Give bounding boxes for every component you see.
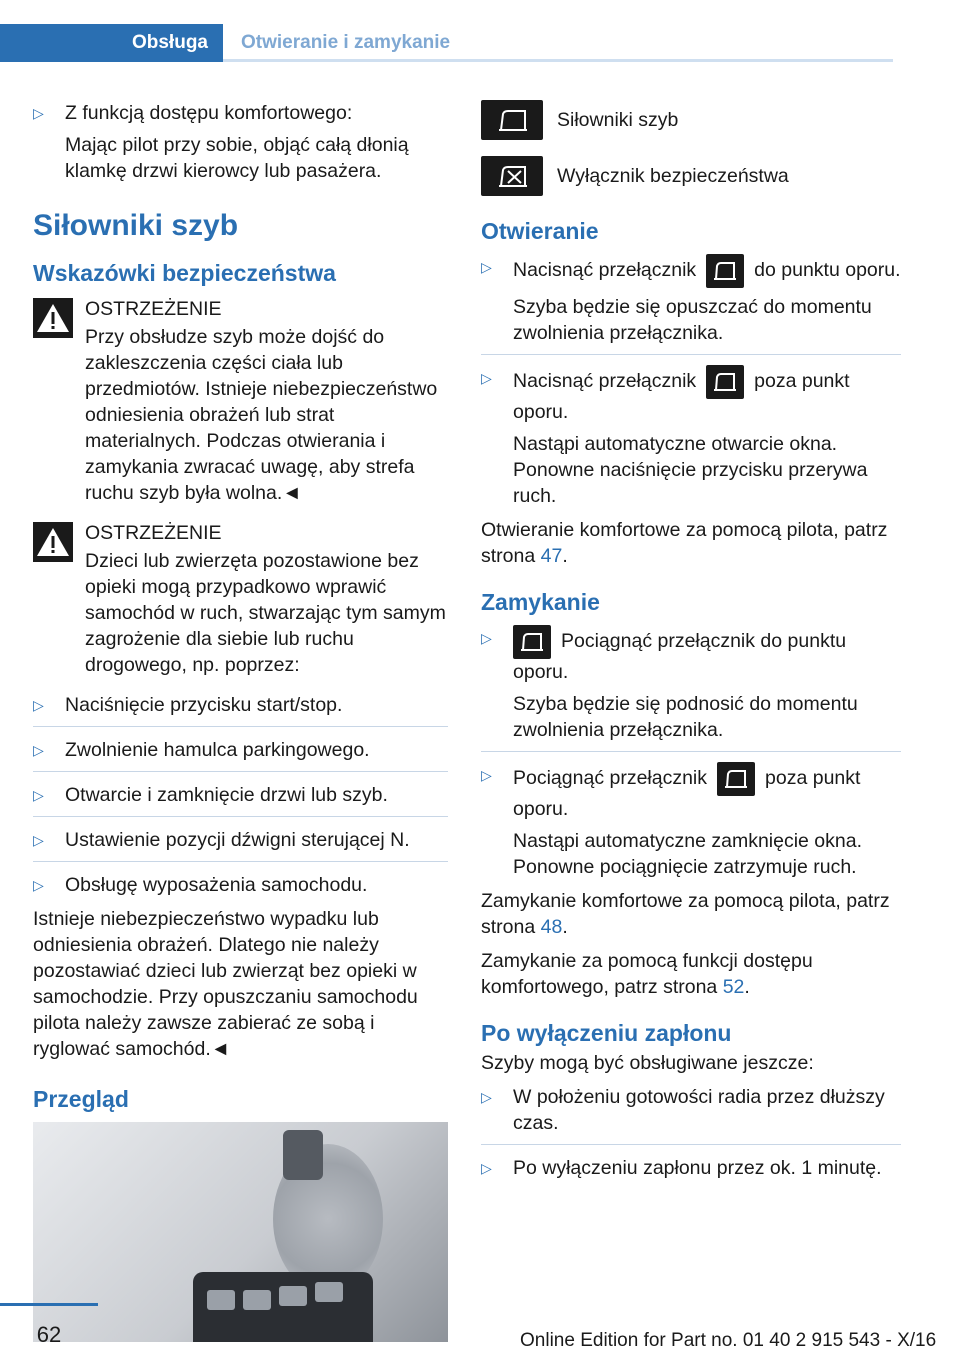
list-item-text: Po wyłączeniu zapłonu przez ok. 1 minutę.: [513, 1157, 882, 1179]
triangle-bullet-icon: ▷: [33, 877, 44, 893]
footer-accent-line: [0, 1303, 98, 1306]
warning-triangle-icon: [33, 522, 73, 562]
triangle-bullet-icon: ▷: [33, 697, 44, 713]
warning-text: Dzieci lub zwierzęta pozostawione bez opieki mogą przypadkowo wprawić samochód w ruch, stwarzając tym samym zagrożenie dla siebie lub ruchu drogowego, np. poprzez:: [85, 550, 446, 676]
window-switch-icon: [706, 254, 744, 288]
window-switch-panel: [193, 1272, 373, 1342]
list-item-text: Ustawienie pozycji dźwigni sterującej N.: [65, 829, 410, 851]
triangle-bullet-icon: ▷: [481, 767, 492, 783]
door-panel-photo: [33, 1122, 448, 1342]
list-item: [33, 692, 448, 718]
triangle-bullet-icon: ▷: [33, 787, 44, 803]
instruction-text: poza punkt oporu.: [513, 370, 850, 423]
section-title: Siłowniki szyb: [33, 209, 239, 242]
window-switch-key: [207, 1290, 235, 1310]
reference-label: Zamykanie za pomocą funkcji dostępu komfortowego, patrz strona: [481, 950, 813, 998]
warning-block-1: [33, 296, 448, 506]
divider: [33, 816, 448, 817]
list-item: [33, 827, 448, 853]
instruction-text: Pociągnąć przełącznik do punktu oporu.: [513, 630, 847, 683]
divider: [33, 726, 448, 727]
triangle-bullet-icon: ▷: [481, 630, 492, 646]
legend-label: Wyłącznik bezpieczeństwa: [557, 165, 789, 187]
triangle-bullet-icon: ▷: [481, 1089, 492, 1105]
reference-text: Zamykanie za pomocą funkcji dostępu komfortowego, patrz strona 52.: [481, 950, 813, 998]
divider: [481, 1144, 901, 1145]
header-subsection-tab: [223, 24, 893, 62]
header-subsection-label: Otwieranie i zamykanie: [241, 32, 451, 53]
legend-row-window: [481, 100, 901, 140]
list-item-text: W położeniu gotowości radia przez dłuższy czas.: [513, 1086, 885, 1134]
bullet-subtext: Szyba będzie się opuszczać do momentu zwolnienia przełącznika.: [513, 296, 872, 344]
list-item: [481, 254, 901, 346]
warning-triangle-icon: [33, 298, 73, 338]
instruction-text: Pociągnąć przełącznik: [513, 767, 708, 790]
warning-title: OSTRZEŻENIE: [85, 522, 222, 544]
subsection-title-overview: Przegląd: [33, 1086, 129, 1112]
list-item-text: Otwarcie i zamknięcie drzwi lub szyb.: [65, 784, 388, 806]
divider: [33, 771, 448, 772]
warning-title: OSTRZEŻENIE: [85, 298, 222, 320]
page-link[interactable]: 47: [540, 545, 563, 567]
triangle-bullet-icon: ▷: [33, 832, 44, 848]
instruction-text: poza punkt oporu.: [513, 767, 861, 820]
instruction-text: Nacisnąć przełącznik: [513, 259, 697, 282]
window-switch-icon: [717, 762, 755, 796]
triangle-bullet-icon: ▷: [481, 1160, 492, 1176]
bullet-subtext: Nastąpi automatyczne otwarcie okna. Ponowne naciśnięcie przycisku przerywa ruch.: [513, 433, 868, 507]
bullet-subtext: Nastąpi automatyczne zamknięcie okna. Ponowne pociągnięcie zatrzymuje ruch.: [513, 830, 863, 878]
list-item: [481, 1155, 901, 1181]
window-switch-key: [279, 1286, 307, 1306]
left-column: [33, 100, 448, 1342]
subsection-title-close: Zamykanie: [481, 589, 600, 615]
safety-switch-icon: [481, 156, 543, 196]
triangle-bullet-icon: ▷: [33, 105, 44, 121]
window-switch-key: [243, 1290, 271, 1310]
subsection-title-ignition: Po wyłączeniu zapłonu: [481, 1020, 732, 1046]
subsection-title-open: Otwieranie: [481, 218, 599, 244]
bullet-subtext: Mając pilot przy sobie, objąć całą dłonią klamkę drzwi kierowcy lub pasażera.: [65, 134, 409, 182]
header-section-label: Obsługa: [131, 32, 208, 53]
subsection-title-safety: Wskazówki bezpieczeństwa: [33, 260, 336, 286]
list-item: [481, 625, 901, 743]
warning-conclusion: Istnieje niebezpieczeństwo wypadku lub odniesienia obrażeń. Dlatego nie należy pozostawiać dzieci lub zwierząt bez opieki w samochodzie. Przy opuszczaniu samochodu pilota należy zawsze zabierać ze sobą i ryglować samochód.◄: [33, 908, 418, 1060]
right-column: [481, 100, 901, 1189]
window-switch-icon: [706, 365, 744, 399]
triangle-bullet-icon: ▷: [481, 259, 492, 275]
warning-block-2: [33, 520, 448, 678]
page-link[interactable]: 52: [722, 976, 745, 998]
edition-note: Online Edition for Part no. 01 40 2 915 543 - X/16: [520, 1330, 937, 1351]
list-item-text: Obsługę wyposażenia samochodu.: [65, 874, 368, 896]
door-handle: [283, 1130, 323, 1180]
reference-text: Zamykanie komfortowe za pomocą pilota, patrz strona 48.: [481, 890, 890, 938]
list-item: [481, 762, 901, 880]
list-item: [33, 100, 448, 184]
warning-text: Przy obsłudze szyb może dojść do zakleszczenia części ciała lub przedmiotów. Istnieje niebezpieczeństwo odniesienia obrażeń lub strat materialnych. Podczas otwierania i zamykania zwracać uwagę, aby strefa ruchu szyb była wolna.◄: [85, 326, 438, 504]
page-number: 62: [36, 1322, 62, 1347]
list-item: [481, 1084, 901, 1136]
instruction-text: do punktu oporu.: [754, 259, 901, 282]
list-item: [33, 737, 448, 763]
bullet-subtext: Szyba będzie się podnosić do momentu zwolnienia przełącznika.: [513, 693, 858, 741]
divider: [481, 751, 901, 752]
list-item-text: Zwolnienie hamulca parkingowego.: [65, 739, 370, 761]
reference-text: Otwieranie komfortowe za pomocą pilota, patrz strona 47.: [481, 519, 888, 567]
ignition-intro: Szyby mogą być obsługiwane jeszcze:: [481, 1052, 814, 1074]
window-switch-icon: [481, 100, 543, 140]
divider: [33, 861, 448, 862]
triangle-bullet-icon: ▷: [481, 370, 492, 386]
instruction-text: Nacisnąć przełącznik: [513, 370, 697, 393]
legend-label: Siłowniki szyb: [557, 109, 679, 131]
bullet-text: Z funkcją dostępu komfortowego:: [65, 102, 353, 124]
divider: [481, 354, 901, 355]
window-switch-icon: [513, 625, 551, 659]
reference-label: Zamykanie komfortowe za pomocą pilota, patrz strona: [481, 890, 890, 938]
triangle-bullet-icon: ▷: [33, 742, 44, 758]
list-item: [33, 782, 448, 808]
list-item: [33, 872, 448, 898]
page-link[interactable]: 48: [540, 916, 563, 938]
window-switch-key: [315, 1282, 343, 1302]
list-item: [481, 365, 901, 509]
list-item-text: Naciśnięcie przycisku start/stop.: [65, 694, 343, 716]
legend-row-safety: [481, 156, 901, 196]
reference-label: Otwieranie komfortowe za pomocą pilota, patrz strona: [481, 519, 888, 567]
header-section-tab: [0, 24, 223, 62]
